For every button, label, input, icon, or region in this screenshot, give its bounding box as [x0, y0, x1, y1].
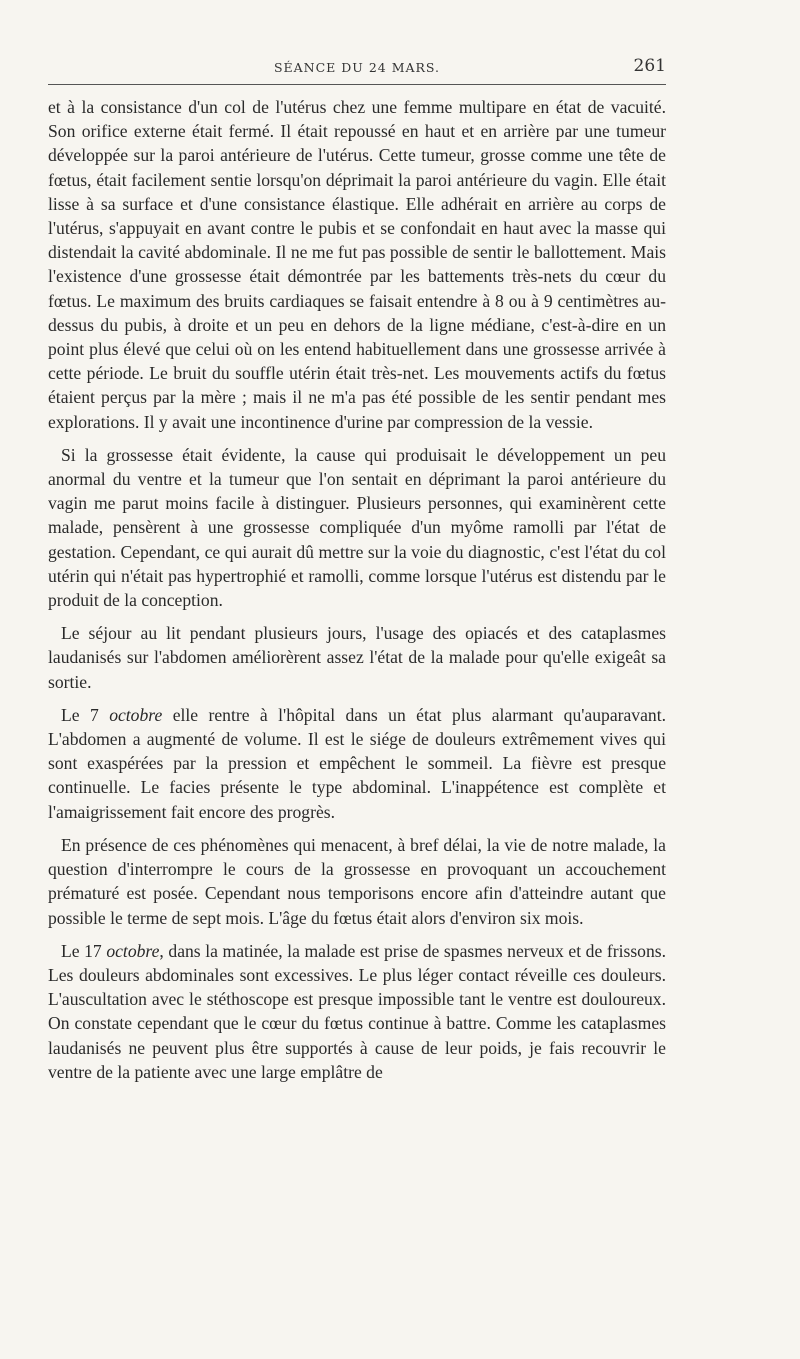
paragraph-3-text: Le séjour au lit pendant plusieurs jours, l'usage des opiacés et des cataplasmes laudanisés sur l'abdomen améliorèrent assez l'état de la malade pour qu'elle exigeât sa sortie.: [48, 623, 666, 692]
paragraph-6: [48, 939, 666, 1084]
paragraph-4: [48, 703, 666, 824]
paragraph-4-text-rest: elle rentre à l'hôpital dans un état plus alarmant qu'auparavant. L'abdomen a augmenté de volume. Il est le siége de douleurs extrêmement vives qui sont exaspérées par la pression et empêchent le sommeil. La fièvre est presque continuelle. Le facies présente le type abdominal. L'inappétence est complète et l'amaigrissement fait encore des progrès.: [48, 704, 666, 822]
paragraph-2-text: Si la grossesse était évidente, la cause qui produisait le développement un peu anormal du ventre et la tumeur que l'on sentait en déprimant la paroi antérieure du vagin me parut moins facile à distinguer. Plusieurs personnes, qui examinèrent cette malade, pensèrent à une grossesse compliquée d'un myôme ramolli par l'état de gestation. Cependant, ce qui aurait dû mettre sur la voie du diagnostic, c'est l'état du col utérin qui n'était pas hypertrophié et ramolli, comme lorsque l'utérus est distendu par le produit de la conception.: [48, 444, 666, 611]
paragraph-3: [48, 621, 666, 694]
paragraph-1: [48, 95, 666, 434]
paragraph-5: [48, 833, 666, 930]
book-page: [48, 54, 666, 1093]
paragraph-2: [48, 443, 666, 612]
page-header: [48, 54, 666, 85]
paragraph-1-text: et à la consistance d'un col de l'utérus chez une femme multipare en état de vacuité. Son orifice externe était fermé. Il était repoussé en haut et en arrière par une tumeur développée sur la paroi antérieure de l'utérus. Cette tumeur, grosse comme une tête de fœtus, était facilement sentie lorsqu'on déprimait la paroi antérieure du vagin. Elle était lisse à sa surface et d'une consistance élastique. Elle adhérait en arrière au corps de l'utérus, s'appuyait en avant contre le pubis et se confondait en haut avec la masse qui distendait la cavité abdominale. Il ne me fut pas possible de sentir le ballottement. Mais l'existence d'une grossesse était démontrée par les battements très-nets du cœur du fœtus. Le maximum des bruits cardiaques se faisait entendre à 8 ou à 9 centimètres au-dessus du pubis, à droite et un peu en dehors de la ligne médiane, c'est-à-dire en un point plus élevé que celui où on les entend habituellement dans une grossesse arrivée à cette période. Le bruit du souffle utérin était très-net. Les mouvements actifs du fœtus étaient perçus par la mère ; mais il ne m'a pas été possible de les sentir pendant mes explorations. Il y avait une incontinence d'urine par compression de la vessie.: [48, 97, 666, 432]
paragraph-6-text-start: Le 17: [61, 940, 107, 961]
paragraph-6-text-rest: , dans la matinée, la malade est prise de spasmes nerveux et de frissons. Les douleurs abdominales sont excessives. Le plus léger contact réveille ces douleurs. L'auscultation avec le stéthoscope est presque impossible tant le ventre est douloureux. On constate cependant que le cœur du fœtus continue à battre. Comme les cataplasmes laudanisés ne peuvent plus être supportés à cause de leur poids, je fais recouvrir le ventre de la patiente avec une large emplâtre de: [48, 940, 667, 1082]
running-title: SÉANCE DU 24 MARS.: [273, 60, 441, 75]
page-number: 261: [633, 56, 666, 76]
paragraph-5-text: En présence de ces phénomènes qui menacent, à bref délai, la vie de notre malade, la question d'interrompre le cours de la grossesse en provoquant un accouchement prématuré est posée. Cependant nous temporisons encore afin d'atteindre autant que possible le terme de sept mois. L'âge du fœtus était alors d'environ six mois.: [48, 834, 666, 928]
date-month-italic: octobre: [106, 940, 160, 961]
body-text: [48, 95, 666, 1084]
paragraph-4-text-start: Le 7: [61, 704, 110, 725]
date-month-italic: octobre: [109, 704, 163, 725]
